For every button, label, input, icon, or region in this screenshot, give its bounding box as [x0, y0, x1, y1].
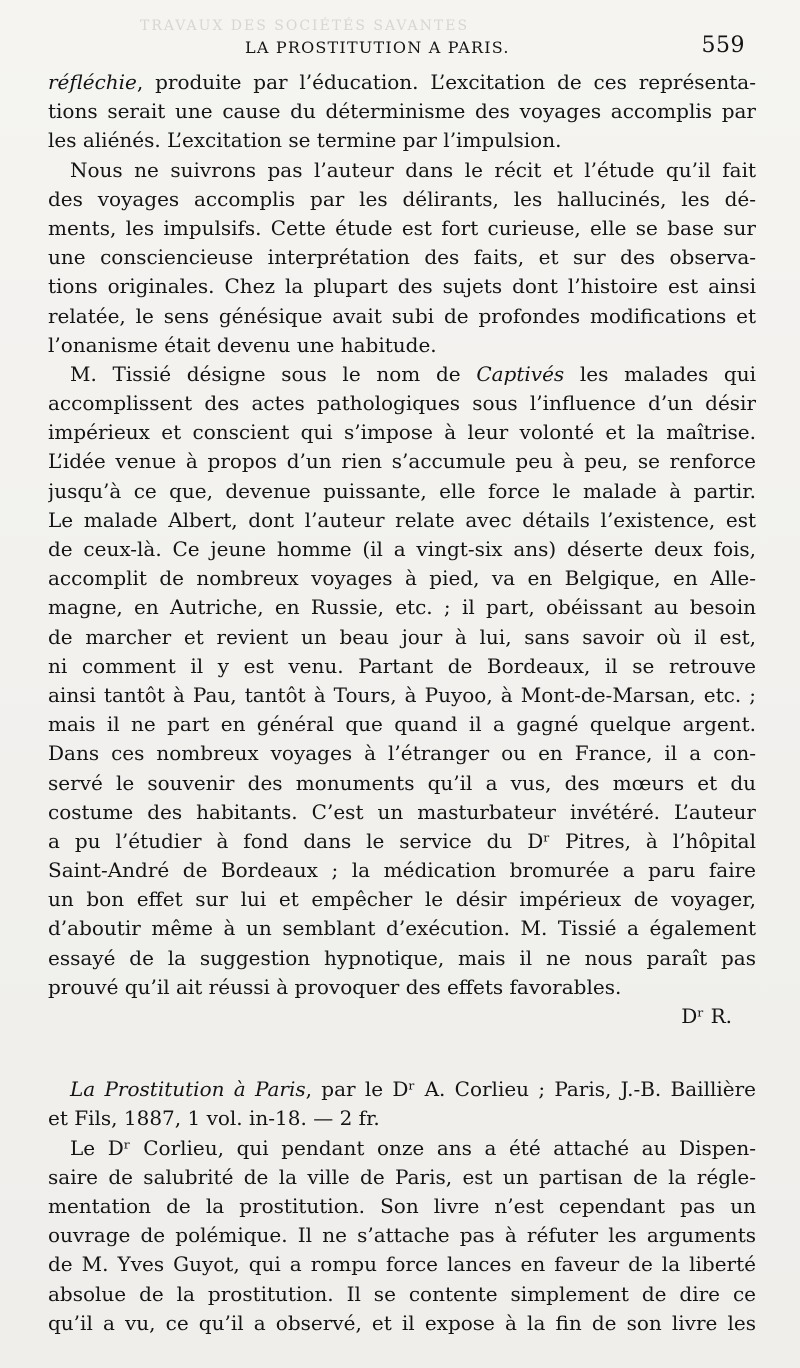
text-line: réfléchie, produite par l’éducation. L’excitation de ces représenta- — [48, 70, 756, 94]
text-line: relatée, le sens génésique avait subi de profondes modifications et — [48, 303, 756, 328]
text-line: mentation de la prostitution. Son livre n’est cependant pas un — [48, 1193, 756, 1218]
review-title-line: La Prostitution à Paris, par le Dʳ A. Corlieu ; Paris, J.-B. Baillière — [70, 1077, 756, 1102]
book-title: La Prostitution à Paris — [70, 1077, 306, 1102]
text-line: impérieux et conscient qui s’impose à leur volonté et la maîtrise. — [48, 420, 756, 445]
text-line: Dans ces nombreux voyages à l’étranger ou en France, il a con- — [48, 741, 756, 766]
text-line: tions originales. Chez la plupart des sujets dont l’histoire est ainsi — [48, 274, 756, 299]
text-line: ouvrage de polémique. Il ne s’attache pas à réfuter les arguments — [48, 1223, 756, 1248]
text-line: les aliénés. L’excitation se termine par l’impulsion. — [48, 128, 562, 153]
running-head: LA PROSTITUTION A PARIS. — [245, 38, 510, 57]
text-line: accomplissent des actes pathologiques sous l’influence d’un désir — [48, 391, 756, 416]
emphasis-text: Captivés — [476, 361, 565, 386]
paragraph-start-line: Nous ne suivrons pas l’auteur dans le récit et l’étude qu’il fait — [70, 157, 756, 182]
text-line: Le malade Albert, dont l’auteur relate avec détails l’existence, est — [48, 507, 756, 532]
text-line: servé le souvenir des monuments qu’il a vus, des mœurs et du — [48, 770, 756, 795]
text-line: de marcher et revient un beau jour à lui, sans savoir où il est, — [48, 624, 756, 649]
text-line: jusqu’à ce que, devenue puissante, elle force le malade à partir. — [48, 478, 756, 503]
emphasis-text: réfléchie — [48, 70, 137, 94]
text-line: L’idée venue à propos d’un rien s’accumule peu à peu, se renforce — [48, 449, 756, 474]
text-line: de M. Yves Guyot, qui a rompu force lances en faveur de la liberté — [48, 1252, 756, 1277]
text-line: accomplit de nombreux voyages à pied, va en Belgique, en Alle- — [48, 566, 756, 591]
text-line: qu’il a vu, ce qu’il a observé, et il expose à la fin de son livre les — [48, 1310, 756, 1335]
bleed-through-header: TRAVAUX DES SOCIÉTÉS SAVANTES — [140, 18, 470, 34]
text-line: ments, les impulsifs. Cette étude est fort curieuse, elle se base sur — [48, 215, 756, 240]
text-line: costume des habitants. C’est un masturbateur invétéré. L’auteur — [48, 799, 756, 824]
text-line: d’aboutir même à un semblant d’exécution. M. Tissié a également — [48, 916, 756, 941]
text-line: un bon effet sur lui et empêcher le désir impérieux de voyager, — [48, 887, 756, 912]
text-line: une consciencieuse interprétation des faits, et sur des observa- — [48, 245, 756, 270]
text-line: tions serait une cause du déterminisme des voyages accomplis par — [48, 99, 756, 124]
paragraph-start-line: M. Tissié désigne sous le nom de Captivés les malades qui — [70, 361, 756, 386]
author-signature: Dʳ R. — [681, 1004, 732, 1028]
text-line: ainsi tantôt à Pau, tantôt à Tours, à Puyoo, à Mont-de-Marsan, etc. ; — [48, 682, 756, 707]
text-line: des voyages accomplis par les délirants, les hallucinés, les dé- — [48, 186, 756, 211]
text-line: essayé de la suggestion hypnotique, mais il ne nous paraît pas — [48, 945, 756, 970]
text-line: de ceux-là. Ce jeune homme (il a vingt-six ans) déserte deux fois, — [48, 537, 756, 561]
text-line: l’onanisme était devenu une habitude. — [48, 332, 437, 357]
body-text — [48, 68, 756, 1338]
section-spacer — [48, 1031, 756, 1075]
text-line: saire de salubrité de la ville de Paris, est un partisan de la régle- — [48, 1164, 756, 1189]
paragraph-start-line: Le Dʳ Corlieu, qui pendant onze ans a été attaché au Dispen- — [70, 1135, 756, 1160]
text-line: et Fils, 1887, 1 vol. in-18. — 2 fr. — [48, 1106, 380, 1131]
text-line: absolue de la prostitution. Il se contente simplement de dire ce — [48, 1281, 756, 1306]
page-number: 559 — [701, 33, 745, 58]
text-line: prouvé qu’il ait réussi à provoquer des effets favorables. — [48, 974, 622, 999]
text-line: mais il ne part en général que quand il a gagné quelque argent. — [48, 712, 756, 737]
text-line: ni comment il y est venu. Partant de Bordeaux, il se retrouve — [48, 653, 756, 678]
text-line: Saint-André de Bordeaux ; la médication bromurée a paru faire — [48, 858, 756, 883]
text-line: a pu l’étudier à fond dans le service du Dʳ Pitres, à l’hôpital — [48, 828, 756, 853]
text-line: magne, en Autriche, en Russie, etc. ; il part, obéissant au besoin — [48, 595, 756, 620]
